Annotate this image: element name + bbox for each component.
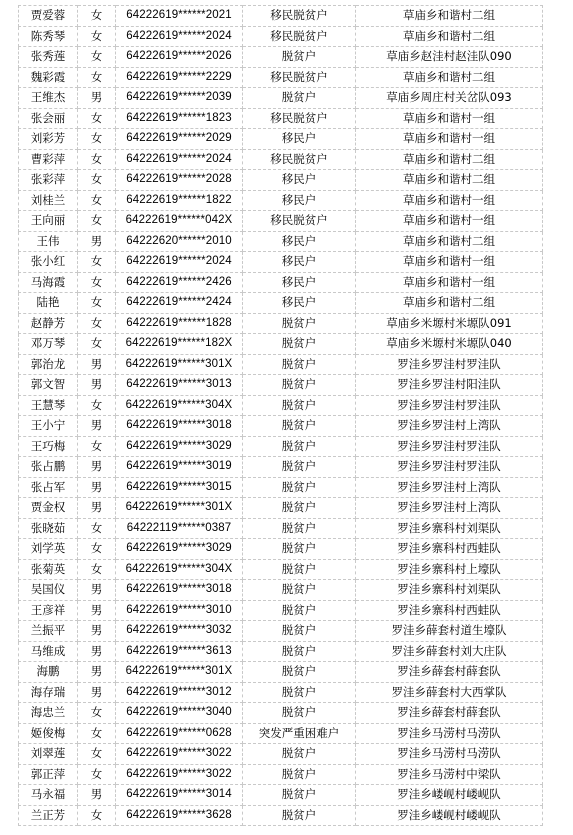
name-cell: 曹彩萍 bbox=[19, 149, 78, 170]
household-type-cell: 移民户 bbox=[243, 293, 356, 314]
household-type-cell: 移民户 bbox=[243, 129, 356, 150]
id-number-cell: 64222619******3010 bbox=[116, 600, 243, 621]
id-number-cell: 64222619******1823 bbox=[116, 108, 243, 129]
gender-cell: 男 bbox=[78, 354, 116, 375]
gender-cell: 女 bbox=[78, 559, 116, 580]
table-row bbox=[19, 559, 543, 580]
id-number-cell: 64222619******2029 bbox=[116, 129, 243, 150]
name-cell: 郭正萍 bbox=[19, 764, 78, 785]
address-cell: 草庙乡米塬村米塬队091 bbox=[356, 313, 543, 334]
household-type-cell: 脱贫户 bbox=[243, 477, 356, 498]
gender-cell: 女 bbox=[78, 6, 116, 27]
name-cell: 邓万琴 bbox=[19, 334, 78, 355]
id-number-cell: 64222619******2424 bbox=[116, 293, 243, 314]
gender-cell: 女 bbox=[78, 436, 116, 457]
gender-cell: 女 bbox=[78, 47, 116, 68]
table-row bbox=[19, 662, 543, 683]
name-cell: 刘学英 bbox=[19, 539, 78, 560]
id-number-cell: 64222619******3040 bbox=[116, 703, 243, 724]
gender-cell: 女 bbox=[78, 334, 116, 355]
name-cell: 陈秀琴 bbox=[19, 26, 78, 47]
household-type-cell: 移民脱贫户 bbox=[243, 6, 356, 27]
name-cell: 王慧琴 bbox=[19, 395, 78, 416]
id-number-cell: 64222619******2026 bbox=[116, 47, 243, 68]
address-cell: 罗洼乡罗洼村阳洼队 bbox=[356, 375, 543, 396]
table-row bbox=[19, 785, 543, 806]
household-type-cell: 脱贫户 bbox=[243, 682, 356, 703]
table-row bbox=[19, 313, 543, 334]
name-cell: 海存瑞 bbox=[19, 682, 78, 703]
address-cell: 草庙乡和谐村二组 bbox=[356, 293, 543, 314]
gender-cell: 女 bbox=[78, 272, 116, 293]
gender-cell: 女 bbox=[78, 703, 116, 724]
address-cell: 罗洼乡寨科村刘渠队 bbox=[356, 580, 543, 601]
table-row bbox=[19, 436, 543, 457]
gender-cell: 男 bbox=[78, 231, 116, 252]
gender-cell: 女 bbox=[78, 293, 116, 314]
id-number-cell: 64222619******3018 bbox=[116, 580, 243, 601]
address-cell: 草庙乡赵洼村赵洼队090 bbox=[356, 47, 543, 68]
gender-cell: 男 bbox=[78, 498, 116, 519]
address-cell: 罗洼乡罗洼村罗洼队 bbox=[356, 457, 543, 478]
name-cell: 赵静芳 bbox=[19, 313, 78, 334]
name-cell: 张会丽 bbox=[19, 108, 78, 129]
id-number-cell: 64222619******2024 bbox=[116, 149, 243, 170]
id-number-cell: 64222619******2229 bbox=[116, 67, 243, 88]
household-type-cell: 移民户 bbox=[243, 231, 356, 252]
household-type-cell: 移民户 bbox=[243, 170, 356, 191]
name-cell: 郭文智 bbox=[19, 375, 78, 396]
address-cell: 罗洼乡薛套村薛套队 bbox=[356, 662, 543, 683]
gender-cell: 女 bbox=[78, 518, 116, 539]
gender-cell: 男 bbox=[78, 641, 116, 662]
address-cell: 草庙乡和谐村一组 bbox=[356, 129, 543, 150]
gender-cell: 女 bbox=[78, 313, 116, 334]
table-row bbox=[19, 518, 543, 539]
id-number-cell: 64222619******301X bbox=[116, 498, 243, 519]
household-type-cell: 脱贫户 bbox=[243, 703, 356, 724]
address-cell: 草庙乡和谐村一组 bbox=[356, 108, 543, 129]
table-row bbox=[19, 190, 543, 211]
table-body bbox=[19, 6, 543, 826]
id-number-cell: 64222619******2024 bbox=[116, 252, 243, 273]
household-type-cell: 脱贫户 bbox=[243, 600, 356, 621]
name-cell: 兰正芳 bbox=[19, 805, 78, 826]
address-cell: 草庙乡周庄村关岔队093 bbox=[356, 88, 543, 109]
id-number-cell: 64222619******2024 bbox=[116, 26, 243, 47]
table-row bbox=[19, 580, 543, 601]
address-cell: 罗洼乡罗洼村罗洼队 bbox=[356, 436, 543, 457]
name-cell: 海忠兰 bbox=[19, 703, 78, 724]
address-cell: 草庙乡和谐村一组 bbox=[356, 190, 543, 211]
name-cell: 张秀莲 bbox=[19, 47, 78, 68]
household-type-cell: 脱贫户 bbox=[243, 47, 356, 68]
id-number-cell: 64222619******3628 bbox=[116, 805, 243, 826]
gender-cell: 女 bbox=[78, 723, 116, 744]
household-type-cell: 脱贫户 bbox=[243, 662, 356, 683]
id-number-cell: 64222619******3022 bbox=[116, 764, 243, 785]
name-cell: 王彦祥 bbox=[19, 600, 78, 621]
address-cell: 草庙乡和谐村一组 bbox=[356, 252, 543, 273]
table-row bbox=[19, 231, 543, 252]
name-cell: 张晓茹 bbox=[19, 518, 78, 539]
id-number-cell: 64222619******3032 bbox=[116, 621, 243, 642]
id-number-cell: 64222619******3613 bbox=[116, 641, 243, 662]
id-number-cell: 64222619******042X bbox=[116, 211, 243, 232]
gender-cell: 男 bbox=[78, 621, 116, 642]
id-number-cell: 64222619******1828 bbox=[116, 313, 243, 334]
address-cell: 罗洼乡薛套村薛套队 bbox=[356, 703, 543, 724]
address-cell: 草庙乡和谐村一组 bbox=[356, 272, 543, 293]
table-row bbox=[19, 805, 543, 826]
gender-cell: 男 bbox=[78, 416, 116, 437]
household-type-cell: 移民脱贫户 bbox=[243, 26, 356, 47]
address-cell: 罗洼乡寨科村刘渠队 bbox=[356, 518, 543, 539]
table-row bbox=[19, 621, 543, 642]
gender-cell: 男 bbox=[78, 457, 116, 478]
household-type-cell: 脱贫户 bbox=[243, 539, 356, 560]
address-cell: 草庙乡和谐村一组 bbox=[356, 211, 543, 232]
address-cell: 罗洼乡薛套村道生壕队 bbox=[356, 621, 543, 642]
address-cell: 草庙乡和谐村二组 bbox=[356, 26, 543, 47]
id-number-cell: 64222620******2010 bbox=[116, 231, 243, 252]
address-cell: 罗洼乡罗洼村上湾队 bbox=[356, 477, 543, 498]
id-number-cell: 64222619******304X bbox=[116, 559, 243, 580]
gender-cell: 男 bbox=[78, 477, 116, 498]
address-cell: 罗洼乡罗洼村上湾队 bbox=[356, 498, 543, 519]
name-cell: 马永福 bbox=[19, 785, 78, 806]
gender-cell: 男 bbox=[78, 580, 116, 601]
address-cell: 罗洼乡罗洼村上湾队 bbox=[356, 416, 543, 437]
name-cell: 刘桂兰 bbox=[19, 190, 78, 211]
table-row bbox=[19, 477, 543, 498]
table-row bbox=[19, 272, 543, 293]
table-row bbox=[19, 334, 543, 355]
household-type-cell: 脱贫户 bbox=[243, 416, 356, 437]
household-type-cell: 脱贫户 bbox=[243, 313, 356, 334]
gender-cell: 女 bbox=[78, 149, 116, 170]
household-type-cell: 脱贫户 bbox=[243, 457, 356, 478]
name-cell: 姬俊梅 bbox=[19, 723, 78, 744]
gender-cell: 女 bbox=[78, 26, 116, 47]
gender-cell: 女 bbox=[78, 744, 116, 765]
table-row bbox=[19, 252, 543, 273]
table-row bbox=[19, 539, 543, 560]
household-type-cell: 脱贫户 bbox=[243, 580, 356, 601]
id-number-cell: 64222619******3022 bbox=[116, 744, 243, 765]
table-row bbox=[19, 395, 543, 416]
table-row bbox=[19, 129, 543, 150]
gender-cell: 男 bbox=[78, 88, 116, 109]
gender-cell: 男 bbox=[78, 682, 116, 703]
household-type-cell: 移民脱贫户 bbox=[243, 149, 356, 170]
id-number-cell: 64222619******3015 bbox=[116, 477, 243, 498]
id-number-cell: 64222619******3029 bbox=[116, 539, 243, 560]
name-cell: 海鹏 bbox=[19, 662, 78, 683]
name-cell: 吴国仪 bbox=[19, 580, 78, 601]
household-type-cell: 移民户 bbox=[243, 252, 356, 273]
table-row bbox=[19, 682, 543, 703]
name-cell: 王向丽 bbox=[19, 211, 78, 232]
id-number-cell: 64222619******2039 bbox=[116, 88, 243, 109]
table-row bbox=[19, 641, 543, 662]
name-cell: 王小宁 bbox=[19, 416, 78, 437]
table-row bbox=[19, 354, 543, 375]
address-cell: 罗洼乡罗洼村罗洼队 bbox=[356, 395, 543, 416]
household-type-cell: 脱贫户 bbox=[243, 744, 356, 765]
household-type-cell: 移民户 bbox=[243, 190, 356, 211]
gender-cell: 女 bbox=[78, 805, 116, 826]
name-cell: 张小红 bbox=[19, 252, 78, 273]
household-type-cell: 脱贫户 bbox=[243, 395, 356, 416]
address-cell: 罗洼乡马涝村中梁队 bbox=[356, 764, 543, 785]
id-number-cell: 64222619******2028 bbox=[116, 170, 243, 191]
gender-cell: 男 bbox=[78, 600, 116, 621]
address-cell: 罗洼乡寨科村上壕队 bbox=[356, 559, 543, 580]
address-cell: 草庙乡和谐村二组 bbox=[356, 67, 543, 88]
id-number-cell: 64222619******3019 bbox=[116, 457, 243, 478]
address-cell: 草庙乡和谐村二组 bbox=[356, 231, 543, 252]
address-cell: 罗洼乡嵝岘村嵝岘队 bbox=[356, 785, 543, 806]
table-row bbox=[19, 108, 543, 129]
household-type-cell: 脱贫户 bbox=[243, 375, 356, 396]
gender-cell: 男 bbox=[78, 375, 116, 396]
id-number-cell: 64222619******2021 bbox=[116, 6, 243, 27]
name-cell: 王伟 bbox=[19, 231, 78, 252]
name-cell: 陆艳 bbox=[19, 293, 78, 314]
name-cell: 马维成 bbox=[19, 641, 78, 662]
address-cell: 草庙乡和谐村二组 bbox=[356, 170, 543, 191]
address-cell: 罗洼乡马涝村马涝队 bbox=[356, 723, 543, 744]
table-row bbox=[19, 149, 543, 170]
table-row bbox=[19, 67, 543, 88]
name-cell: 贾爱蓉 bbox=[19, 6, 78, 27]
household-type-cell: 脱贫户 bbox=[243, 354, 356, 375]
id-number-cell: 64222619******2426 bbox=[116, 272, 243, 293]
name-cell: 张彩萍 bbox=[19, 170, 78, 191]
id-number-cell: 64222619******3012 bbox=[116, 682, 243, 703]
gender-cell: 女 bbox=[78, 252, 116, 273]
table-row bbox=[19, 375, 543, 396]
gender-cell: 男 bbox=[78, 662, 116, 683]
table-row bbox=[19, 26, 543, 47]
table-row bbox=[19, 600, 543, 621]
id-number-cell: 64222619******0628 bbox=[116, 723, 243, 744]
id-number-cell: 64222619******301X bbox=[116, 662, 243, 683]
name-cell: 张占军 bbox=[19, 477, 78, 498]
id-number-cell: 64222619******301X bbox=[116, 354, 243, 375]
address-cell: 草庙乡和谐村二组 bbox=[356, 149, 543, 170]
household-type-cell: 脱贫户 bbox=[243, 805, 356, 826]
address-cell: 罗洼乡寨科村西蛙队 bbox=[356, 539, 543, 560]
name-cell: 张占鹏 bbox=[19, 457, 78, 478]
table-row bbox=[19, 293, 543, 314]
table-row bbox=[19, 703, 543, 724]
table-row bbox=[19, 457, 543, 478]
gender-cell: 女 bbox=[78, 539, 116, 560]
household-type-cell: 脱贫户 bbox=[243, 621, 356, 642]
gender-cell: 女 bbox=[78, 395, 116, 416]
household-type-cell: 脱贫户 bbox=[243, 88, 356, 109]
table-row bbox=[19, 416, 543, 437]
table-row bbox=[19, 6, 543, 27]
id-number-cell: 64222119******0387 bbox=[116, 518, 243, 539]
id-number-cell: 64222619******3029 bbox=[116, 436, 243, 457]
address-cell: 草庙乡米塬村米塬队040 bbox=[356, 334, 543, 355]
household-type-cell: 移民脱贫户 bbox=[243, 108, 356, 129]
gender-cell: 男 bbox=[78, 785, 116, 806]
table-row bbox=[19, 88, 543, 109]
name-cell: 王巧梅 bbox=[19, 436, 78, 457]
name-cell: 魏彩霞 bbox=[19, 67, 78, 88]
table-row bbox=[19, 170, 543, 191]
table-row bbox=[19, 764, 543, 785]
household-type-cell: 脱贫户 bbox=[243, 498, 356, 519]
household-type-cell: 脱贫户 bbox=[243, 785, 356, 806]
table-row bbox=[19, 723, 543, 744]
household-type-cell: 脱贫户 bbox=[243, 518, 356, 539]
name-cell: 贾金权 bbox=[19, 498, 78, 519]
address-cell: 罗洼乡寨科村西蛙队 bbox=[356, 600, 543, 621]
data-table bbox=[18, 5, 543, 826]
household-type-cell: 脱贫户 bbox=[243, 559, 356, 580]
address-cell: 罗洼乡马涝村马涝队 bbox=[356, 744, 543, 765]
id-number-cell: 64222619******3014 bbox=[116, 785, 243, 806]
id-number-cell: 64222619******3013 bbox=[116, 375, 243, 396]
name-cell: 马海霞 bbox=[19, 272, 78, 293]
name-cell: 兰振平 bbox=[19, 621, 78, 642]
id-number-cell: 64222619******304X bbox=[116, 395, 243, 416]
id-number-cell: 64222619******182X bbox=[116, 334, 243, 355]
address-cell: 罗洼乡薛套村大西掌队 bbox=[356, 682, 543, 703]
table-row bbox=[19, 211, 543, 232]
name-cell: 刘翠莲 bbox=[19, 744, 78, 765]
name-cell: 郭治龙 bbox=[19, 354, 78, 375]
gender-cell: 女 bbox=[78, 129, 116, 150]
name-cell: 刘彩芳 bbox=[19, 129, 78, 150]
id-number-cell: 64222619******1822 bbox=[116, 190, 243, 211]
table-row bbox=[19, 47, 543, 68]
household-type-cell: 移民脱贫户 bbox=[243, 67, 356, 88]
address-cell: 罗洼乡薛套村刘大庄队 bbox=[356, 641, 543, 662]
gender-cell: 女 bbox=[78, 764, 116, 785]
household-type-cell: 脱贫户 bbox=[243, 764, 356, 785]
gender-cell: 女 bbox=[78, 211, 116, 232]
name-cell: 张菊英 bbox=[19, 559, 78, 580]
id-number-cell: 64222619******3018 bbox=[116, 416, 243, 437]
address-cell: 罗洼乡罗洼村罗洼队 bbox=[356, 354, 543, 375]
name-cell: 王维杰 bbox=[19, 88, 78, 109]
table-row bbox=[19, 498, 543, 519]
gender-cell: 女 bbox=[78, 108, 116, 129]
household-type-cell: 突发严重困难户 bbox=[243, 723, 356, 744]
address-cell: 草庙乡和谐村二组 bbox=[356, 6, 543, 27]
table-row bbox=[19, 744, 543, 765]
household-type-cell: 脱贫户 bbox=[243, 334, 356, 355]
gender-cell: 女 bbox=[78, 190, 116, 211]
address-cell: 罗洼乡嵝岘村嵝岘队 bbox=[356, 805, 543, 826]
household-type-cell: 脱贫户 bbox=[243, 641, 356, 662]
gender-cell: 女 bbox=[78, 67, 116, 88]
household-type-cell: 移民脱贫户 bbox=[243, 211, 356, 232]
household-type-cell: 脱贫户 bbox=[243, 436, 356, 457]
household-type-cell: 移民户 bbox=[243, 272, 356, 293]
gender-cell: 女 bbox=[78, 170, 116, 191]
